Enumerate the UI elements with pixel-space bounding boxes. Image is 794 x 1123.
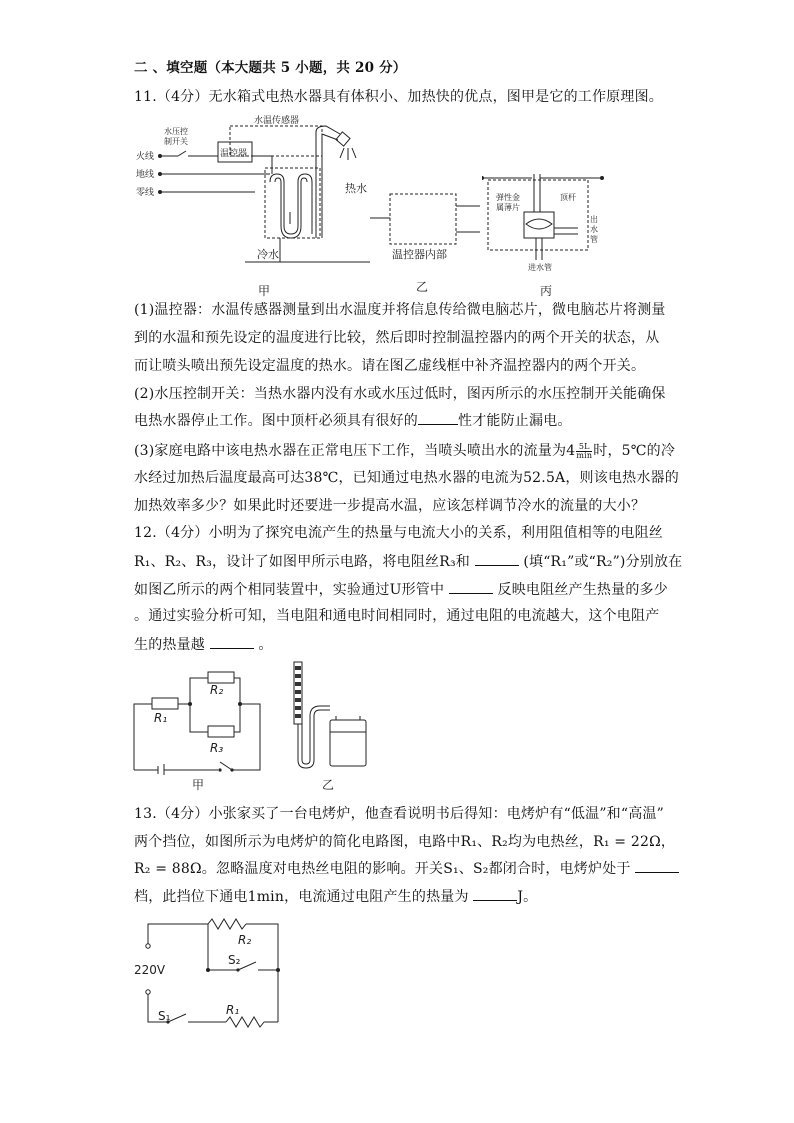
q11-p1-line3: 而让喷头喷出预先设定温度的热水。请在图乙虚线框中补齐温控器内的两个开关。	[134, 358, 646, 374]
sensor-label: 水温传感器	[254, 116, 300, 126]
q12-line2-b: (填“R₁”或“R₂”)分别放在	[523, 554, 683, 570]
q11-p2-line1: (2)水压控制开关：当热水器内没有水或水压过低时，图丙所示的水压控制开关能确保	[134, 386, 666, 402]
q13-line1: 13.（4分）小张家买了一台电烤炉，他查看说明书后得知：电烤炉有“低温”和“高温”	[134, 806, 664, 822]
q12-blank-1[interactable]	[475, 551, 519, 566]
ground-label: 地线	[136, 170, 155, 180]
switch-label-2: 制开关	[164, 137, 188, 146]
q11-p1-line2: 到的水温和预先设定的温度进行比较，然后即时控制温控器内的两个开关的状态，从	[134, 330, 660, 346]
q12-line5-a: 生的热量越	[134, 637, 205, 653]
q12-line3	[134, 579, 668, 600]
q11-p3-text-a: (3)家庭电路中该电热水器在正常电压下工作，当喷头喷出水的流量为	[134, 443, 567, 459]
q13-r1: R₁	[226, 1003, 240, 1017]
q12-line3-b: 反映电阻丝产生热量的多少	[497, 582, 668, 598]
q12-line2	[134, 551, 682, 572]
controller-label: 温控器	[220, 149, 248, 159]
neutral-label: 零线	[136, 188, 155, 198]
q11-p3-line1	[134, 441, 675, 461]
q12-r2: R₂	[210, 683, 224, 697]
q11-figure-a	[130, 112, 370, 272]
q12-blank-2[interactable]	[449, 579, 493, 594]
q11-caption-a: 甲	[258, 284, 271, 298]
metal-film-label-1: 弹性金	[496, 193, 520, 202]
live-label: 火线	[136, 152, 155, 162]
q13-line2: 两个挡位，如图所示为电烤炉的简化电路图，电路中R₁、R₂均为电热丝，R₁ = 22Ω，	[134, 834, 676, 850]
q12-r3: R₃	[210, 741, 224, 755]
q13-s2: S₂	[228, 953, 241, 967]
q11-caption-b: 乙	[416, 280, 429, 294]
cold-water-label: 冷水	[257, 248, 279, 261]
q13-figure	[128, 910, 288, 1035]
q12-blank-3[interactable]	[210, 634, 254, 649]
q12-figure-a	[128, 660, 268, 775]
flow-value: 4	[566, 443, 576, 459]
outlet-label-2: 水	[590, 225, 598, 234]
q13-line4	[134, 886, 537, 907]
q12-r1: R₁	[154, 711, 168, 725]
flow-unit: $\frac{5L}{\min}$	[576, 441, 593, 460]
q13-s1: S₁	[158, 1009, 171, 1023]
q13-line3	[134, 858, 679, 879]
outlet-label-3: 管	[590, 235, 598, 244]
q11-figure-b	[370, 180, 480, 270]
q11-p2-text-b: 性才能防止漏电。	[458, 413, 572, 429]
q12-line4: 。通过实验分析可知，当电阻和通电时间相同时，通过电阻的电流越大，这个电阻产	[134, 608, 660, 624]
q12-line5	[134, 634, 273, 655]
q13-line4-b: J。	[517, 889, 538, 905]
q13-r2: R₂	[238, 933, 252, 947]
q11-p3-line3: 加热效率多少？如果此时还要进一步提高水温，应该怎样调节冷水的流量的大小？	[134, 498, 646, 514]
q11-p2-line2	[134, 410, 572, 431]
q12-line3-a: 如图乙所示的两个相同装置中，实验通过U形管中	[134, 582, 445, 598]
q13-line3-a: R₂ = 88Ω。忽略温度对电热丝电阻的影响。开关S₁、S₂都闭合时，电烤炉处于	[134, 861, 631, 877]
q13-voltage: 220V	[134, 963, 166, 977]
section-title: 二 、填空题（本大题共 5 小题，共 20 分）	[134, 60, 407, 76]
q12-caption-b: 乙	[322, 778, 335, 792]
q12-line2-a: R₁、R₂、R₃，设计了如图甲所示电路，将电阻丝R₃和	[134, 554, 471, 570]
rod-label: 顶杆	[560, 193, 576, 202]
q12-caption-a: 甲	[192, 778, 205, 792]
inlet-label: 进水管	[528, 263, 552, 272]
hot-water-label: 热水	[345, 182, 367, 195]
q12-figure-b	[290, 660, 370, 775]
controller-inside-label: 温控器内部	[392, 248, 447, 261]
q11-caption-c: 丙	[540, 284, 553, 298]
q11-blank-1[interactable]	[418, 410, 458, 425]
q11-p1-line1: (1)温控器：水温传感器测量到出水温度并将信息传给微电脑芯片，微电脑芯片将测量	[134, 302, 666, 318]
switch-label-1: 水压控	[164, 127, 188, 136]
q11-p3-line2: 水经过加热后温度最高可达38℃，已知通过电热水器的电流为52.5A，则该电热水器的	[134, 470, 679, 486]
q11-p3-text-b: 时，5℃的冷	[593, 443, 676, 459]
q13-blank-1[interactable]	[635, 858, 679, 873]
q13-line4-a: 档，此挡位下通电1min，电流通过电阻产生的热量为	[134, 889, 469, 905]
outlet-label-1: 出	[590, 215, 598, 224]
q11-p2-text-a: 电热水器停止工作。图中顶杆必须具有很好的	[134, 413, 418, 429]
q11-intro: 11.（4分）无水箱式电热水器具有体积小、加热快的优点，图甲是它的工作原理图。	[134, 89, 663, 105]
metal-film-label-2: 属薄片	[496, 203, 520, 212]
q11-figure-c	[482, 166, 612, 276]
q13-blank-2[interactable]	[473, 886, 517, 901]
q12-line1: 12.（4分）小明为了探究电流产生的热量与电流大小的关系，利用阻值相等的电阻丝	[134, 525, 663, 541]
q12-line5-b: 。	[258, 637, 273, 653]
